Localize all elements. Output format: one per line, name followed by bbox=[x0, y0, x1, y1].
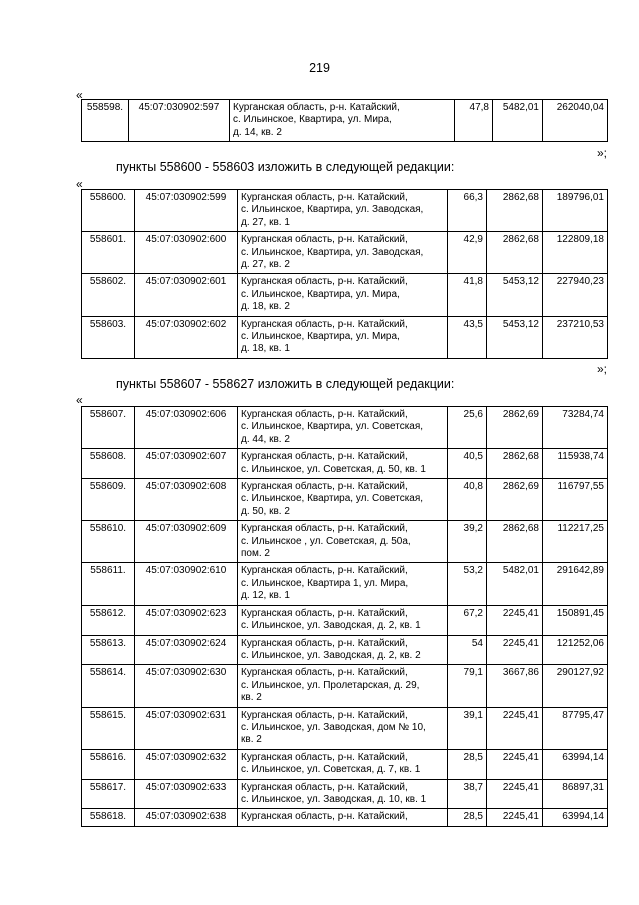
record-number: 558616. bbox=[82, 749, 135, 779]
cadastral-number: 45:07:030902:623 bbox=[135, 605, 238, 635]
property-address: Курганская область, р-н. Катайский, с. Ильинское, Квартира 1, ул. Мира, д. 12, кв. 1 bbox=[238, 563, 448, 605]
opening-quote: « bbox=[76, 177, 83, 191]
property-address: Курганская область, р-н. Катайский, с. Ильинское, ул. Заводская, д. 2, кв. 1 bbox=[238, 605, 448, 635]
record-number: 558598. bbox=[82, 100, 129, 142]
closing-quote: »; bbox=[597, 362, 608, 376]
cadastral-number: 45:07:030902:597 bbox=[129, 100, 230, 142]
unit-price: 2862,69 bbox=[487, 479, 543, 521]
table-row bbox=[82, 707, 608, 749]
opening-quote: « bbox=[76, 393, 83, 407]
cadastral-number: 45:07:030902:606 bbox=[135, 407, 238, 449]
cadastral-value: 227940,23 bbox=[543, 274, 608, 316]
closing-quote: »; bbox=[597, 146, 608, 160]
table-row bbox=[82, 407, 608, 449]
property-address: Курганская область, р-н. Катайский, с. Ильинское, Квартира, ул. Заводская, д. 27, кв. 2 bbox=[238, 232, 448, 274]
record-number: 558607. bbox=[82, 407, 135, 449]
record-number: 558602. bbox=[82, 274, 135, 316]
record-number: 558600. bbox=[82, 190, 135, 232]
property-address: Курганская область, р-н. Катайский, bbox=[238, 809, 448, 826]
unit-price: 2245,41 bbox=[487, 707, 543, 749]
property-address: Курганская область, р-н. Катайский, с. Ильинское, ул. Заводская, д. 10, кв. 1 bbox=[238, 779, 448, 809]
cadastral-number: 45:07:030902:630 bbox=[135, 665, 238, 707]
area-value: 41,8 bbox=[448, 274, 487, 316]
record-number: 558612. bbox=[82, 605, 135, 635]
area-value: 66,3 bbox=[448, 190, 487, 232]
cadastral-number: 45:07:030902:607 bbox=[135, 449, 238, 479]
amendment-instruction-1: пункты 558600 - 558603 изложить в следующей редакции: bbox=[116, 160, 455, 174]
table-body bbox=[82, 190, 608, 359]
area-value: 28,5 bbox=[448, 809, 487, 826]
property-address: Курганская область, р-н. Катайский, с. Ильинское , ул. Советская, д. 50а, пом. 2 bbox=[238, 521, 448, 563]
table-row bbox=[82, 190, 608, 232]
property-address: Курганская область, р-н. Катайский, с. Ильинское, ул. Заводская, дом № 10, кв. 2 bbox=[238, 707, 448, 749]
cadastral-number: 45:07:030902:632 bbox=[135, 749, 238, 779]
unit-price: 2862,68 bbox=[487, 521, 543, 563]
record-number: 558601. bbox=[82, 232, 135, 274]
table-row bbox=[82, 605, 608, 635]
area-value: 79,1 bbox=[448, 665, 487, 707]
property-address: Курганская область, р-н. Катайский, с. Ильинское, Квартира, ул. Мира, д. 18, кв. 2 bbox=[238, 274, 448, 316]
cadastral-number: 45:07:030902:624 bbox=[135, 635, 238, 665]
cadastral-value: 122809,18 bbox=[543, 232, 608, 274]
cadastral-number: 45:07:030902:608 bbox=[135, 479, 238, 521]
record-number: 558611. bbox=[82, 563, 135, 605]
cadastral-value: 237210,53 bbox=[543, 316, 608, 358]
cadastral-value: 115938,74 bbox=[543, 449, 608, 479]
unit-price: 2245,41 bbox=[487, 635, 543, 665]
property-address: Курганская область, р-н. Катайский, с. Ильинское, Квартира, ул. Мира, д. 14, кв. 2 bbox=[230, 100, 455, 142]
table-row bbox=[82, 316, 608, 358]
amendment-instruction-2: пункты 558607 - 558627 изложить в следующей редакции: bbox=[116, 377, 455, 391]
record-number: 558615. bbox=[82, 707, 135, 749]
area-value: 39,1 bbox=[448, 707, 487, 749]
record-number: 558614. bbox=[82, 665, 135, 707]
cadastral-value: 189796,01 bbox=[543, 190, 608, 232]
record-number: 558610. bbox=[82, 521, 135, 563]
unit-price: 2862,68 bbox=[487, 190, 543, 232]
table-body bbox=[82, 100, 608, 142]
area-value: 42,9 bbox=[448, 232, 487, 274]
cadastral-value: 112217,25 bbox=[543, 521, 608, 563]
table-row bbox=[82, 635, 608, 665]
cadastral-number: 45:07:030902:600 bbox=[135, 232, 238, 274]
unit-price: 5482,01 bbox=[493, 100, 543, 142]
property-address: Курганская область, р-н. Катайский, с. Ильинское, Квартира, ул. Заводская, д. 27, кв. 1 bbox=[238, 190, 448, 232]
table-row bbox=[82, 232, 608, 274]
cadastral-value: 73284,74 bbox=[543, 407, 608, 449]
unit-price: 2245,41 bbox=[487, 809, 543, 826]
property-address: Курганская область, р-н. Катайский, с. Ильинское, ул. Заводская, д. 2, кв. 2 bbox=[238, 635, 448, 665]
table-row bbox=[82, 521, 608, 563]
area-value: 25,6 bbox=[448, 407, 487, 449]
property-address: Курганская область, р-н. Катайский, с. Ильинское, Квартира, ул. Мира, д. 18, кв. 1 bbox=[238, 316, 448, 358]
unit-price: 2245,41 bbox=[487, 749, 543, 779]
cadastral-value: 150891,45 bbox=[543, 605, 608, 635]
area-value: 67,2 bbox=[448, 605, 487, 635]
unit-price: 5482,01 bbox=[487, 563, 543, 605]
cadastral-number: 45:07:030902:633 bbox=[135, 779, 238, 809]
registry-table-1 bbox=[81, 99, 608, 142]
cadastral-number: 45:07:030902:631 bbox=[135, 707, 238, 749]
area-value: 54 bbox=[448, 635, 487, 665]
registry-table-2 bbox=[81, 189, 608, 359]
page-number: 219 bbox=[309, 61, 330, 75]
record-number: 558608. bbox=[82, 449, 135, 479]
unit-price: 5453,12 bbox=[487, 316, 543, 358]
cadastral-value: 86897,31 bbox=[543, 779, 608, 809]
area-value: 47,8 bbox=[455, 100, 493, 142]
unit-price: 3667,86 bbox=[487, 665, 543, 707]
cadastral-value: 63994,14 bbox=[543, 749, 608, 779]
table-row bbox=[82, 449, 608, 479]
cadastral-value: 87795,47 bbox=[543, 707, 608, 749]
area-value: 38,7 bbox=[448, 779, 487, 809]
cadastral-number: 45:07:030902:602 bbox=[135, 316, 238, 358]
area-value: 53,2 bbox=[448, 563, 487, 605]
property-address: Курганская область, р-н. Катайский, с. Ильинское, ул. Советская, д. 7, кв. 1 bbox=[238, 749, 448, 779]
unit-price: 2245,41 bbox=[487, 779, 543, 809]
cadastral-value: 116797,55 bbox=[543, 479, 608, 521]
property-address: Курганская область, р-н. Катайский, с. Ильинское, ул. Пролетарская, д. 29, кв. 2 bbox=[238, 665, 448, 707]
table-row bbox=[82, 563, 608, 605]
record-number: 558617. bbox=[82, 779, 135, 809]
cadastral-number: 45:07:030902:609 bbox=[135, 521, 238, 563]
cadastral-number: 45:07:030902:601 bbox=[135, 274, 238, 316]
cadastral-value: 121252,06 bbox=[543, 635, 608, 665]
record-number: 558613. bbox=[82, 635, 135, 665]
cadastral-value: 291642,89 bbox=[543, 563, 608, 605]
record-number: 558603. bbox=[82, 316, 135, 358]
table-row bbox=[82, 665, 608, 707]
area-value: 43,5 bbox=[448, 316, 487, 358]
area-value: 40,5 bbox=[448, 449, 487, 479]
table-row bbox=[82, 100, 608, 142]
property-address: Курганская область, р-н. Катайский, с. Ильинское, Квартира, ул. Советская, д. 50, кв. 2 bbox=[238, 479, 448, 521]
unit-price: 2862,68 bbox=[487, 449, 543, 479]
area-value: 40,8 bbox=[448, 479, 487, 521]
table-row bbox=[82, 274, 608, 316]
record-number: 558618. bbox=[82, 809, 135, 826]
property-address: Курганская область, р-н. Катайский, с. Ильинское, Квартира, ул. Советская, д. 44, кв. 2 bbox=[238, 407, 448, 449]
cadastral-number: 45:07:030902:610 bbox=[135, 563, 238, 605]
area-value: 39,2 bbox=[448, 521, 487, 563]
table-row bbox=[82, 479, 608, 521]
unit-price: 2862,69 bbox=[487, 407, 543, 449]
unit-price: 5453,12 bbox=[487, 274, 543, 316]
opening-quote: « bbox=[76, 88, 83, 102]
table-body bbox=[82, 407, 608, 827]
registry-table-3 bbox=[81, 406, 608, 827]
unit-price: 2862,68 bbox=[487, 232, 543, 274]
table-row bbox=[82, 779, 608, 809]
unit-price: 2245,41 bbox=[487, 605, 543, 635]
cadastral-value: 262040,04 bbox=[543, 100, 608, 142]
table-row bbox=[82, 809, 608, 826]
cadastral-number: 45:07:030902:599 bbox=[135, 190, 238, 232]
table-row bbox=[82, 749, 608, 779]
property-address: Курганская область, р-н. Катайский, с. Ильинское, ул. Советская, д. 50, кв. 1 bbox=[238, 449, 448, 479]
area-value: 28,5 bbox=[448, 749, 487, 779]
record-number: 558609. bbox=[82, 479, 135, 521]
cadastral-number: 45:07:030902:638 bbox=[135, 809, 238, 826]
cadastral-value: 63994,14 bbox=[543, 809, 608, 826]
cadastral-value: 290127,92 bbox=[543, 665, 608, 707]
